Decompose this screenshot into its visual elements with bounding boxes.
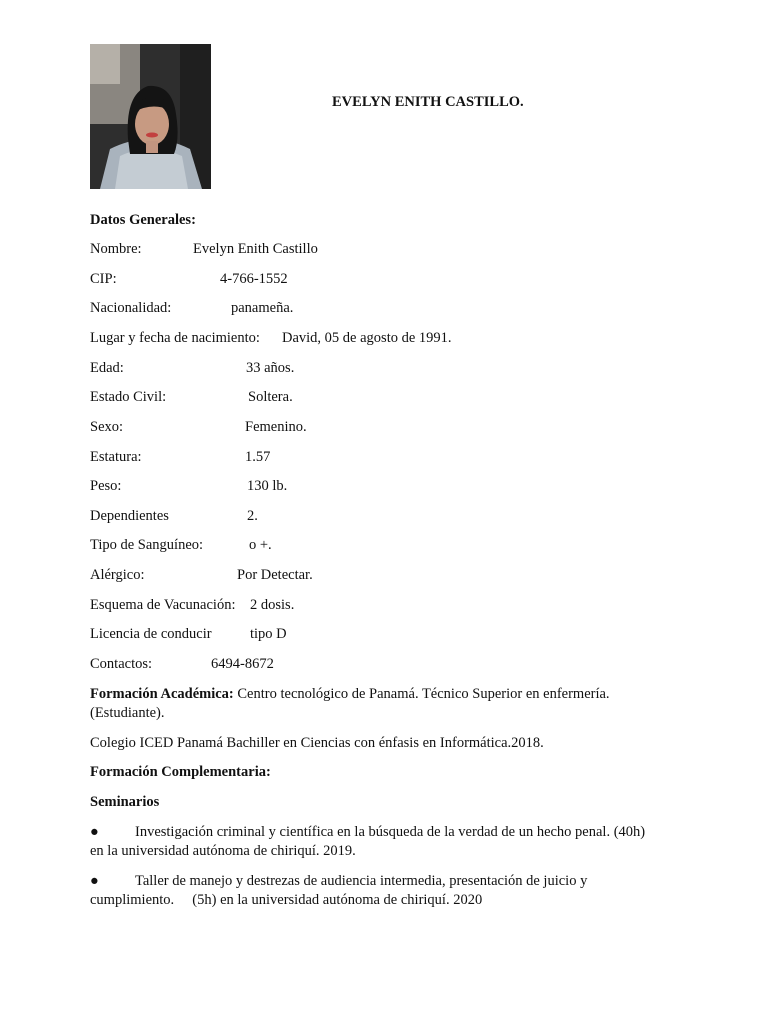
seminarios-heading: Seminarios bbox=[90, 794, 160, 810]
field-value: Por Detectar. bbox=[237, 567, 313, 583]
colegio-text: Colegio ICED Panamá Bachiller en Ciencias con énfasis en Informática.2018. bbox=[90, 735, 544, 751]
field-row-estatura bbox=[90, 449, 271, 466]
seminario-item-text: Taller de manejo y destrezas de audiencia intermedia, presentación de juicio y cumplimiento. (5h) en la universidad autónoma de chiriquí. 2020 bbox=[90, 873, 591, 908]
formacion-academica-text: Centro tecnológico de Panamá. Técnico Superior en enfermería. (Estudiante). bbox=[90, 686, 610, 721]
field-row-edad bbox=[90, 360, 295, 377]
field-label: CIP: bbox=[90, 271, 117, 287]
field-row-tipo-sanguineo bbox=[90, 537, 272, 554]
field-row-estado-civil bbox=[90, 389, 293, 406]
field-label: Dependientes bbox=[90, 508, 169, 524]
field-value: Femenino. bbox=[245, 419, 307, 435]
field-value: panameña. bbox=[231, 300, 294, 316]
field-label: Peso: bbox=[90, 478, 122, 494]
field-value: 2. bbox=[247, 508, 258, 524]
field-value: Soltera. bbox=[248, 389, 293, 405]
field-value: tipo D bbox=[250, 626, 287, 642]
field-row-contactos bbox=[90, 656, 274, 673]
field-row-nacionalidad bbox=[90, 300, 294, 317]
field-row-sexo bbox=[90, 419, 307, 436]
field-label: Contactos: bbox=[90, 656, 153, 672]
bullet-icon: ● bbox=[90, 824, 99, 840]
field-label: Licencia de conducir bbox=[90, 626, 212, 642]
field-row-licencia bbox=[90, 626, 287, 643]
field-value: 4-766-1552 bbox=[220, 271, 288, 287]
field-value: Evelyn Enith Castillo bbox=[193, 241, 318, 257]
field-value: 6494-8672 bbox=[211, 656, 274, 672]
field-row-nombre bbox=[90, 241, 318, 258]
field-label: Edad: bbox=[90, 360, 124, 376]
field-label: Estado Civil: bbox=[90, 389, 167, 405]
seminario-item bbox=[90, 823, 650, 861]
field-label: Sexo: bbox=[90, 419, 124, 435]
field-row-cip bbox=[90, 271, 288, 288]
seminario-item-text: Investigación criminal y científica en la búsqueda de la verdad de un hecho penal. (40h) en la universidad autónoma de chiriquí. 2019. bbox=[90, 824, 646, 859]
field-value: 1.57 bbox=[245, 449, 271, 465]
field-label: Esquema de Vacunación: bbox=[90, 597, 236, 613]
field-label: Nombre: bbox=[90, 241, 142, 257]
field-value: 2 dosis. bbox=[250, 597, 295, 613]
formacion-academica-label: Formación Académica: bbox=[90, 686, 234, 702]
field-row-peso bbox=[90, 478, 288, 495]
field-row-alergico bbox=[90, 567, 313, 584]
seminario-item bbox=[90, 872, 650, 910]
field-value: 33 años. bbox=[246, 360, 295, 376]
formacion-complementaria-heading: Formación Complementaria: bbox=[90, 764, 271, 780]
field-label: Lugar y fecha de nacimiento: bbox=[90, 330, 260, 346]
field-row-dependientes bbox=[90, 508, 258, 525]
field-label: Nacionalidad: bbox=[90, 300, 172, 316]
field-value: David, 05 de agosto de 1991. bbox=[282, 330, 452, 346]
profile-photo bbox=[90, 44, 211, 189]
field-label: Alérgico: bbox=[90, 567, 145, 583]
field-value: o +. bbox=[249, 537, 272, 553]
field-label: Estatura: bbox=[90, 449, 142, 465]
page-title: EVELYN ENITH CASTILLO. bbox=[332, 94, 524, 110]
field-label: Tipo de Sanguíneo: bbox=[90, 537, 204, 553]
field-row-nacimiento bbox=[90, 330, 452, 347]
formacion-academica bbox=[90, 685, 650, 723]
field-value: 130 lb. bbox=[247, 478, 288, 494]
bullet-icon: ● bbox=[90, 873, 99, 889]
datos-generales-heading: Datos Generales: bbox=[90, 212, 196, 228]
field-row-vacunacion bbox=[90, 597, 295, 614]
